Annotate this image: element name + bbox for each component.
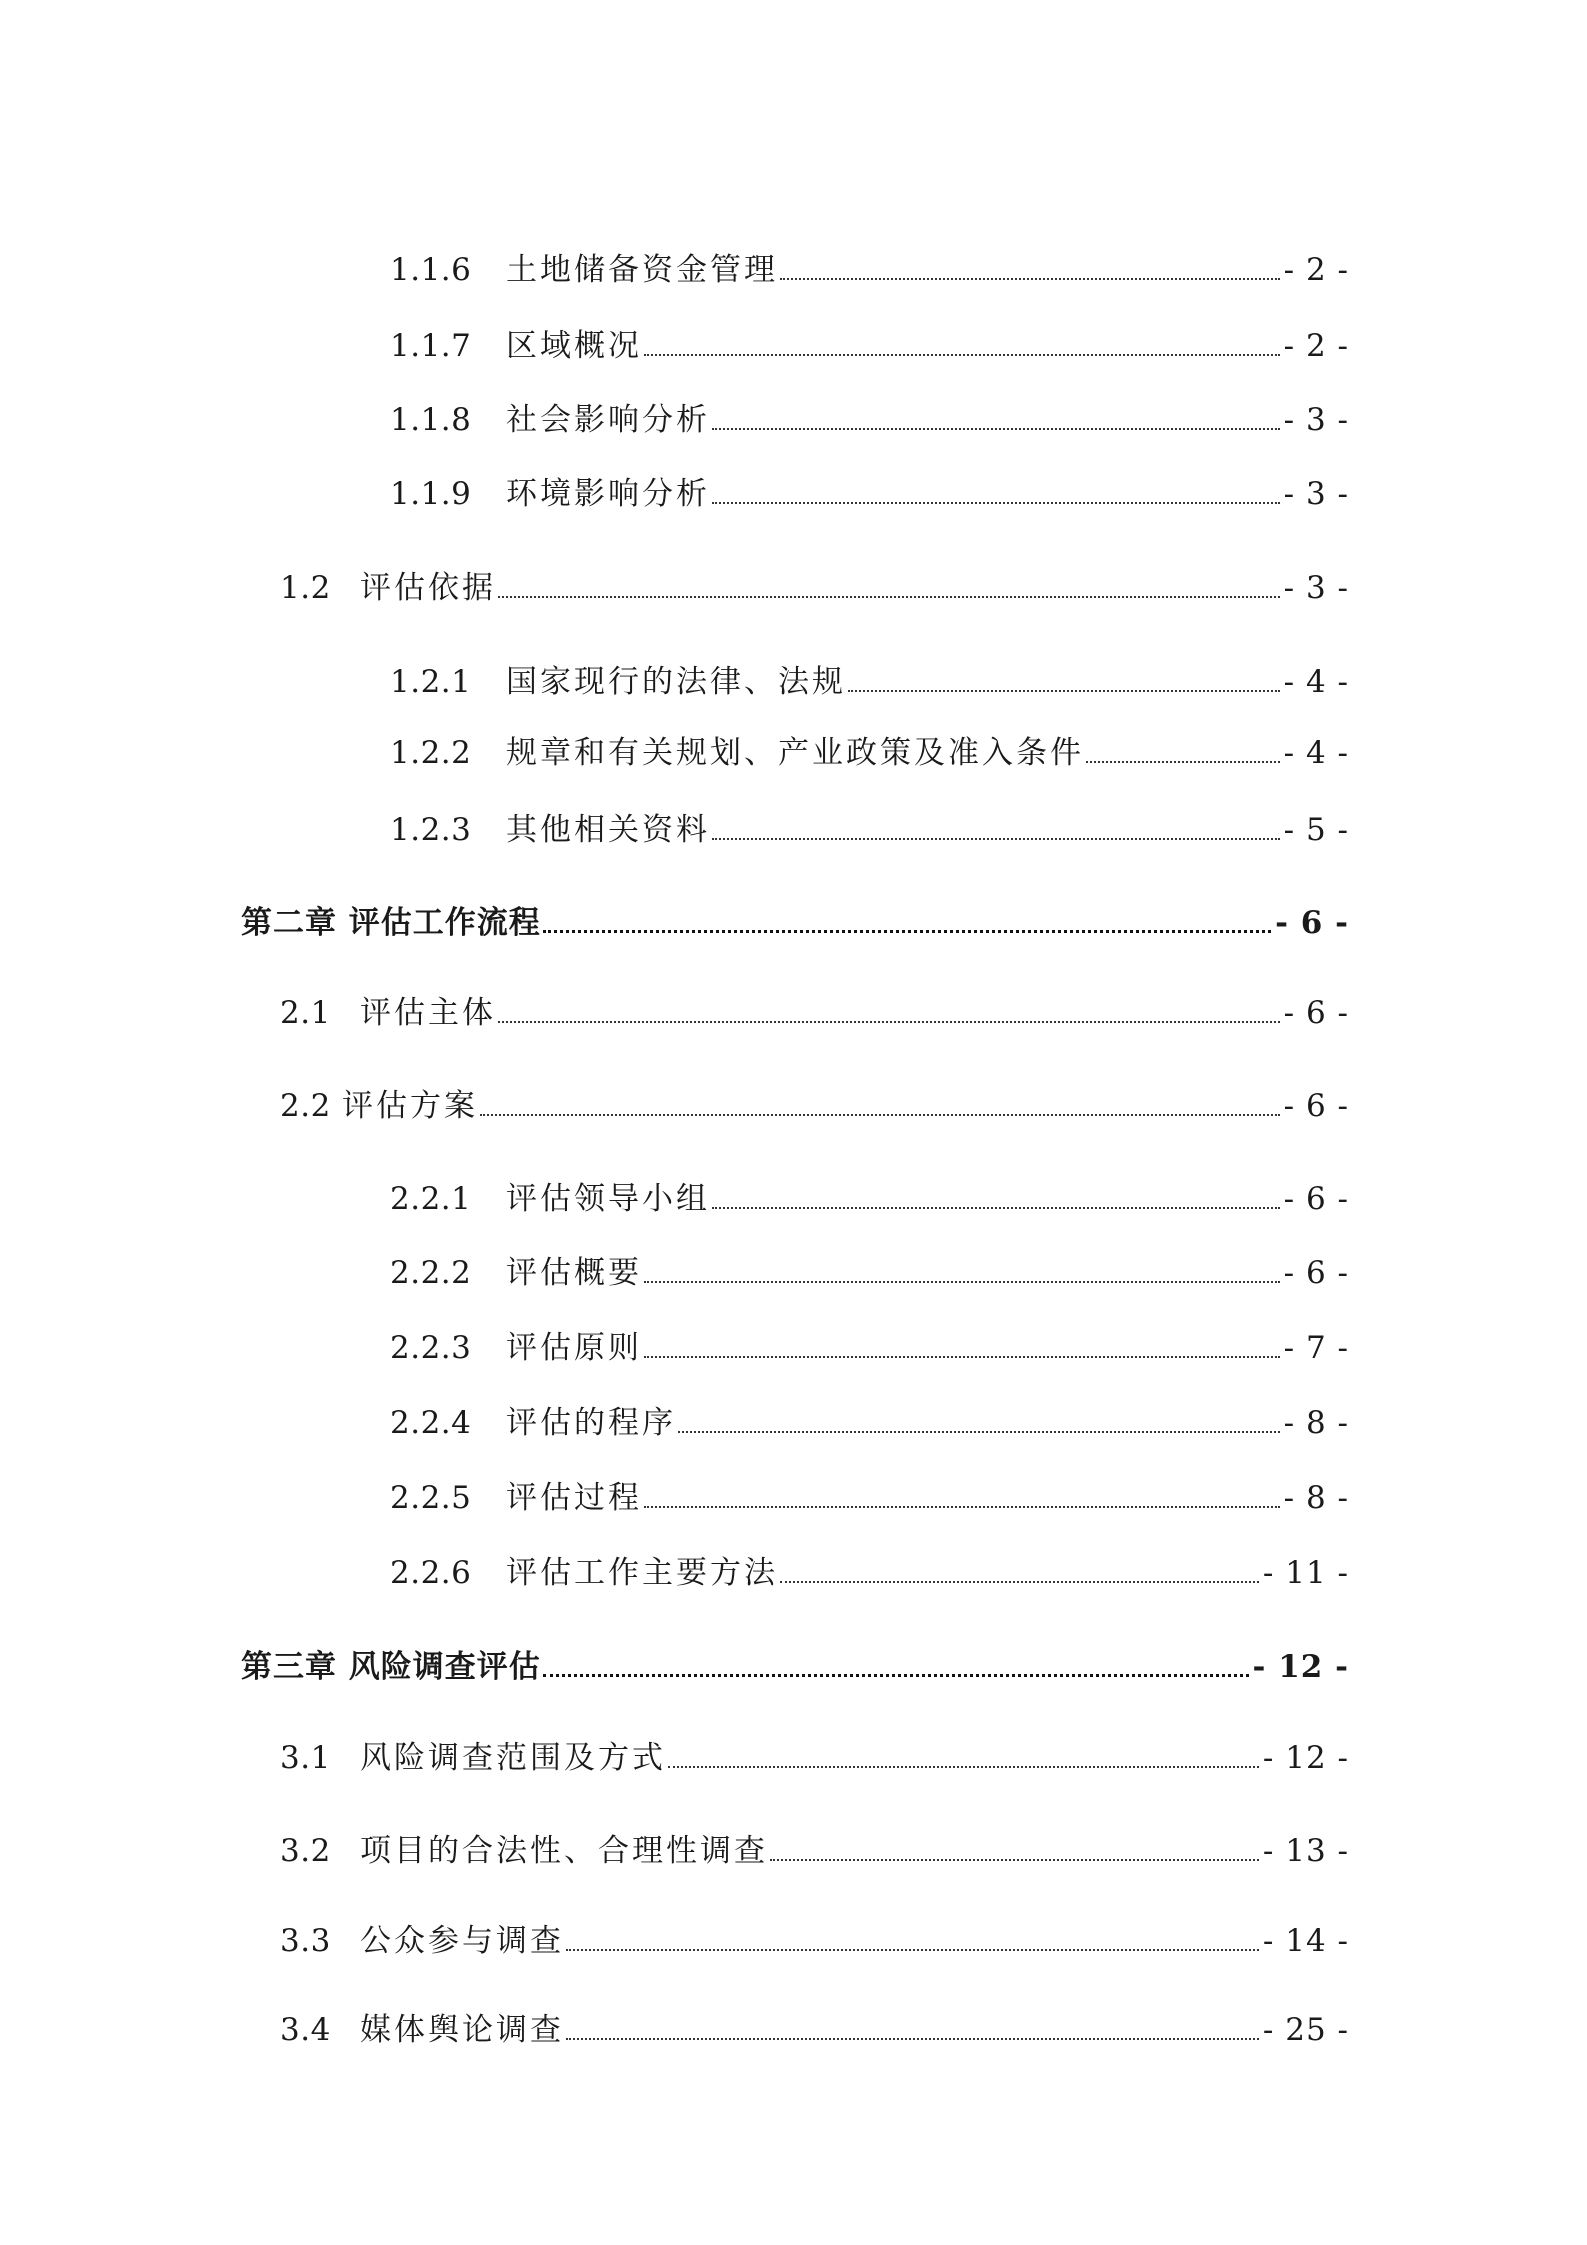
toc-entry-1-1-7[interactable] (390, 316, 1349, 366)
section-number: 1.2 (280, 570, 331, 606)
dot-leader (543, 1674, 1249, 1677)
chapter-title: 第二章 评估工作流程 (241, 905, 541, 941)
page-number: - 2 - (1283, 328, 1349, 364)
section-number: 1.1.9 (390, 476, 472, 512)
dot-leader (498, 596, 1280, 598)
section-title: 规章和有关规划、产业政策及准入条件 (506, 735, 1084, 771)
section-title: 评估依据 (360, 570, 496, 606)
section-number: 2.2.6 (390, 1555, 472, 1591)
toc-entry-1-1-6[interactable] (390, 240, 1349, 290)
toc-entry-1-2[interactable] (280, 558, 1349, 608)
dot-leader (712, 502, 1280, 504)
section-number: 2.2.1 (390, 1181, 472, 1217)
section-title: 社会影响分析 (506, 402, 710, 438)
section-title: 评估过程 (506, 1480, 642, 1516)
section-number: 3.3 (280, 1923, 331, 1959)
toc-entry-1-1-9[interactable] (390, 464, 1349, 514)
dot-leader (644, 354, 1280, 356)
section-number: 3.2 (280, 1833, 331, 1869)
toc-entry-2-1[interactable] (280, 983, 1349, 1033)
toc-entry-chapter-3[interactable] (241, 1637, 1349, 1687)
page-number: - 8 - (1283, 1480, 1349, 1516)
section-number: 2.2.2 (390, 1255, 472, 1291)
page-number: - 5 - (1283, 812, 1349, 848)
dot-leader (566, 1949, 1259, 1951)
toc-entry-3-2[interactable] (280, 1821, 1349, 1871)
page-number: - 2 - (1283, 252, 1349, 288)
toc-entry-1-2-3[interactable] (390, 800, 1349, 850)
section-title: 评估方案 (342, 1088, 478, 1124)
dot-leader (668, 1766, 1259, 1768)
section-title: 评估原则 (506, 1330, 642, 1366)
section-title: 媒体舆论调查 (360, 2012, 564, 2048)
dot-leader (644, 1506, 1280, 1508)
section-title: 评估主体 (360, 995, 496, 1031)
page-number: - 6 - (1275, 905, 1349, 941)
section-number: 2.1 (280, 995, 331, 1031)
toc-entry-2-2-3[interactable] (390, 1318, 1349, 1368)
page-number: - 6 - (1283, 1088, 1349, 1124)
toc-entry-1-1-8[interactable] (390, 390, 1349, 440)
section-title: 区域概况 (506, 328, 642, 364)
section-number: 2.2.3 (390, 1330, 472, 1366)
dot-leader (678, 1431, 1280, 1433)
dot-leader (712, 1207, 1280, 1209)
dot-leader (1086, 761, 1280, 763)
toc-entry-2-2-4[interactable] (390, 1393, 1349, 1443)
section-title: 国家现行的法律、法规 (506, 664, 846, 700)
section-title: 评估工作主要方法 (506, 1555, 778, 1591)
toc-entry-2-2-6[interactable] (390, 1543, 1349, 1593)
section-title: 项目的合法性、合理性调查 (360, 1833, 768, 1869)
page-number: - 3 - (1283, 570, 1349, 606)
page-number: - 25 - (1262, 2012, 1349, 2048)
dot-leader (780, 1581, 1259, 1583)
page-number: - 8 - (1283, 1405, 1349, 1441)
section-number: 3.4 (280, 2012, 331, 2048)
dot-leader (644, 1281, 1280, 1283)
page-number: - 12 - (1252, 1649, 1349, 1685)
section-number: 2.2.4 (390, 1405, 472, 1441)
page-number: - 3 - (1283, 402, 1349, 438)
toc-entry-3-3[interactable] (280, 1911, 1349, 1961)
dot-leader (712, 838, 1280, 840)
section-number: 1.2.1 (390, 664, 472, 700)
section-title: 评估概要 (506, 1255, 642, 1291)
toc-entry-1-2-2[interactable] (390, 723, 1349, 773)
page-number: - 13 - (1262, 1833, 1349, 1869)
page-number: - 6 - (1283, 995, 1349, 1031)
toc-entry-2-2-5[interactable] (390, 1468, 1349, 1518)
dot-leader (712, 428, 1280, 430)
dot-leader (780, 278, 1280, 280)
section-title: 环境影响分析 (506, 476, 710, 512)
chapter-title: 第三章 风险调查评估 (241, 1649, 541, 1685)
toc-entry-3-1[interactable] (280, 1728, 1349, 1778)
section-number: 1.2.2 (390, 735, 472, 771)
page-number: - 3 - (1283, 476, 1349, 512)
page-number: - 4 - (1283, 735, 1349, 771)
section-title: 评估的程序 (506, 1405, 676, 1441)
section-title: 风险调查范围及方式 (360, 1740, 666, 1776)
dot-leader (498, 1021, 1280, 1023)
page-number: - 14 - (1262, 1923, 1349, 1959)
section-title: 评估领导小组 (506, 1181, 710, 1217)
section-title: 公众参与调查 (360, 1923, 564, 1959)
page-number: - 4 - (1283, 664, 1349, 700)
page-number: - 6 - (1283, 1255, 1349, 1291)
section-number: 1.1.8 (390, 402, 472, 438)
section-number: 1.1.6 (390, 252, 472, 288)
section-number: 2.2.5 (390, 1480, 472, 1516)
section-title: 其他相关资料 (506, 812, 710, 848)
dot-leader (644, 1356, 1280, 1358)
dot-leader (543, 930, 1271, 933)
page-number: - 6 - (1283, 1181, 1349, 1217)
section-title: 土地储备资金管理 (506, 252, 778, 288)
dot-leader (480, 1114, 1280, 1116)
section-number: 3.1 (280, 1740, 331, 1776)
toc-entry-chapter-2[interactable] (241, 893, 1349, 943)
toc-entry-2-2[interactable] (280, 1076, 1349, 1126)
dot-leader (848, 690, 1280, 692)
page-number: - 7 - (1283, 1330, 1349, 1366)
toc-entry-1-2-1[interactable] (390, 652, 1349, 702)
section-number: 2.2 (280, 1088, 331, 1124)
toc-entry-2-2-1[interactable] (390, 1169, 1349, 1219)
page-number: - 12 - (1262, 1740, 1349, 1776)
section-number: 1.1.7 (390, 328, 472, 364)
dot-leader (770, 1859, 1259, 1861)
toc-entry-3-4[interactable] (280, 2000, 1349, 2050)
page-number: - 11 - (1262, 1555, 1349, 1591)
dot-leader (566, 2038, 1259, 2040)
toc-entry-2-2-2[interactable] (390, 1243, 1349, 1293)
section-number: 1.2.3 (390, 812, 472, 848)
